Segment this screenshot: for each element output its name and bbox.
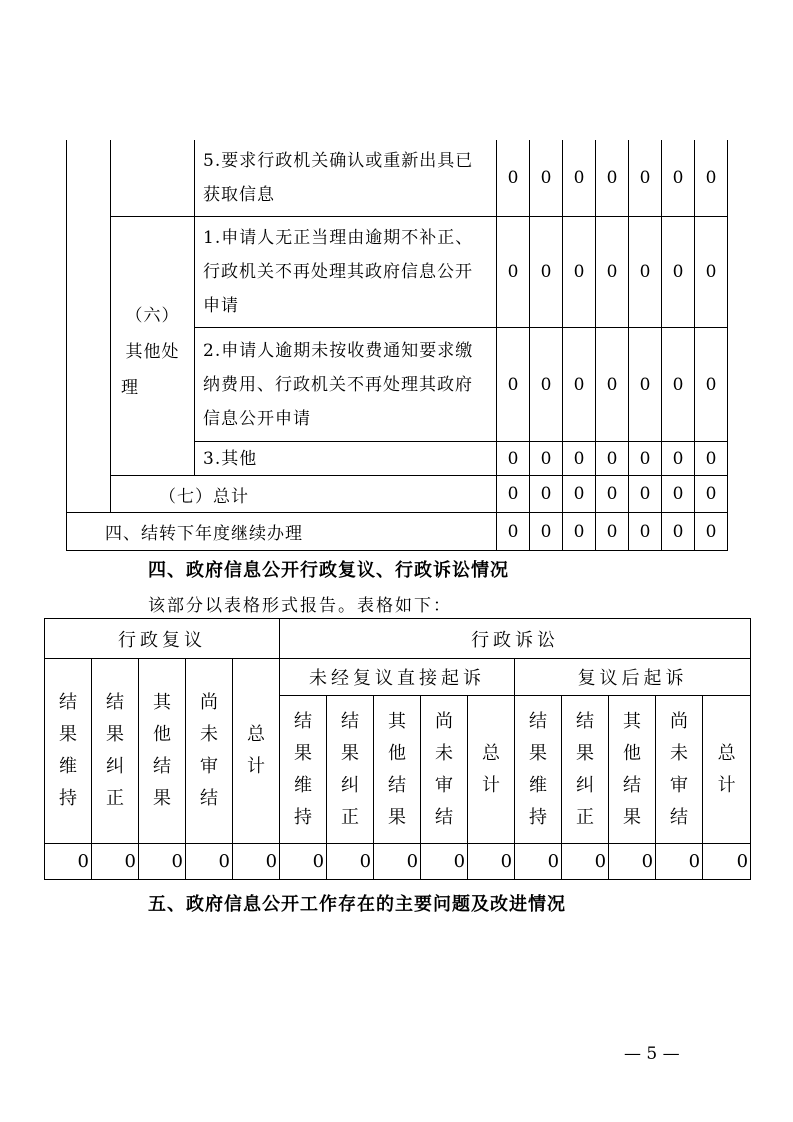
value-cell: 0: [530, 217, 563, 328]
value-cell: 0: [695, 442, 728, 476]
value-cell: 0: [596, 140, 629, 217]
col-header: [656, 696, 703, 844]
item-label: 1.申请人无正当理由逾期不补正、行政机关不再处理其政府信息公开申请: [195, 217, 497, 328]
value-cell: 0: [629, 140, 662, 217]
col-header-text: 尚未审结: [435, 710, 454, 828]
value-cell: 0: [629, 442, 662, 476]
value-cell: 0: [596, 328, 629, 442]
value-cell: 0: [530, 140, 563, 217]
admin-litigation-header: 行政诉讼: [280, 619, 751, 659]
values-row: [45, 844, 751, 880]
statistics-table-continued: [66, 140, 728, 551]
admin-review-header: 行政复议: [45, 619, 280, 659]
group-label-line: 理: [121, 378, 139, 398]
value-cell: 0: [695, 476, 728, 513]
value-cell: 0: [695, 140, 728, 217]
value-cell: 0: [497, 476, 530, 513]
value-cell: 0: [530, 513, 563, 551]
header-row: [45, 619, 751, 659]
col-header-text: 结果纠正: [576, 710, 595, 828]
value-cell: 0: [515, 844, 562, 880]
col-header: [374, 696, 421, 844]
value-cell: 0: [662, 442, 695, 476]
item-label: 2.申请人逾期未按收费通知要求缴纳费用、行政机关不再处理其政府信息公开申请: [195, 328, 497, 442]
col-header-text: 其他结果: [388, 710, 407, 828]
value-cell: 0: [45, 844, 92, 880]
value-cell: 0: [596, 442, 629, 476]
col-header: [703, 696, 751, 844]
group-label-other-handling: [111, 217, 195, 476]
table-row: [67, 217, 728, 328]
value-cell: 0: [421, 844, 468, 880]
value-cell: 0: [629, 476, 662, 513]
value-cell: 0: [92, 844, 139, 880]
value-cell: 0: [662, 476, 695, 513]
col-header: [280, 696, 327, 844]
value-cell: 0: [374, 844, 421, 880]
value-cell: 0: [695, 217, 728, 328]
page-number: — 5 —: [624, 1044, 680, 1064]
table-row: [67, 140, 728, 217]
value-cell: 0: [530, 442, 563, 476]
item-label: 3.其他: [195, 442, 497, 476]
value-cell: 0: [629, 328, 662, 442]
value-cell: 0: [280, 844, 327, 880]
value-cell: 0: [562, 844, 609, 880]
value-cell: 0: [662, 513, 695, 551]
col-header-text: 总计: [247, 724, 265, 777]
col-header: [233, 659, 280, 844]
value-cell: 0: [497, 442, 530, 476]
value-cell: 0: [530, 328, 563, 442]
value-cell: 0: [695, 328, 728, 442]
value-cell: 0: [233, 844, 280, 880]
group-label-line: 其他处: [125, 342, 180, 362]
outer-category-cell: [67, 140, 111, 513]
carry-over-label: 四、结转下年度继续办理: [67, 513, 497, 551]
value-cell: 0: [656, 844, 703, 880]
section-four-heading: 四、政府信息公开行政复议、行政诉讼情况: [148, 560, 509, 581]
value-cell: 0: [497, 513, 530, 551]
group-label-line: （六）: [125, 306, 180, 326]
value-cell: 0: [563, 442, 596, 476]
col-header: [515, 696, 562, 844]
col-header-text: 结果纠正: [106, 692, 124, 809]
value-cell: 0: [563, 217, 596, 328]
value-cell: 0: [662, 328, 695, 442]
col-header: [468, 696, 515, 844]
value-cell: 0: [497, 328, 530, 442]
value-cell: 0: [596, 217, 629, 328]
item-label: 5.要求行政机关确认或重新出具已获取信息: [195, 140, 497, 217]
col-header: [562, 696, 609, 844]
col-header: [327, 696, 374, 844]
col-header: [609, 696, 656, 844]
value-cell: 0: [468, 844, 515, 880]
value-cell: 0: [563, 513, 596, 551]
value-cell: 0: [497, 140, 530, 217]
col-header-text: 其他结果: [623, 710, 642, 828]
header-row: [45, 659, 751, 696]
value-cell: 0: [629, 217, 662, 328]
value-cell: 0: [596, 476, 629, 513]
total-label: （七）总计: [111, 476, 497, 513]
col-header: [421, 696, 468, 844]
col-header: [186, 659, 233, 844]
review-litigation-table: [44, 618, 751, 880]
col-header-text: 尚未审结: [200, 692, 218, 809]
table-row-carry-over: [67, 513, 728, 551]
value-cell: 0: [139, 844, 186, 880]
col-header-text: 结果纠正: [341, 710, 360, 828]
col-header-text: 结果维持: [529, 710, 548, 828]
value-cell: 0: [327, 844, 374, 880]
col-header-text: 其他结果: [153, 692, 171, 809]
col-header-text: 结果维持: [59, 692, 77, 809]
value-cell: 0: [563, 328, 596, 442]
value-cell: 0: [703, 844, 751, 880]
section-four-intro: 该部分以表格形式报告。表格如下：: [148, 596, 452, 616]
col-header: [92, 659, 139, 844]
value-cell: 0: [186, 844, 233, 880]
col-header: [139, 659, 186, 844]
col-header-text: 结果维持: [294, 710, 313, 828]
section-five-heading: 五、政府信息公开工作存在的主要问题及改进情况: [148, 894, 566, 915]
value-cell: 0: [530, 476, 563, 513]
value-cell: 0: [497, 217, 530, 328]
col-header: [45, 659, 92, 844]
after-review-suit-header: 复议后起诉: [515, 659, 751, 696]
value-cell: 0: [662, 217, 695, 328]
value-cell: 0: [662, 140, 695, 217]
value-cell: 0: [563, 476, 596, 513]
value-cell: 0: [609, 844, 656, 880]
value-cell: 0: [596, 513, 629, 551]
value-cell: 0: [695, 513, 728, 551]
value-cell: 0: [629, 513, 662, 551]
col-header-text: 尚未审结: [670, 710, 689, 828]
direct-suit-header: 未经复议直接起诉: [280, 659, 515, 696]
group-cell-prev: [111, 140, 195, 217]
col-header-text: 总计: [482, 742, 501, 796]
table-row-total: [67, 476, 728, 513]
value-cell: 0: [563, 140, 596, 217]
col-header-text: 总计: [717, 742, 736, 796]
